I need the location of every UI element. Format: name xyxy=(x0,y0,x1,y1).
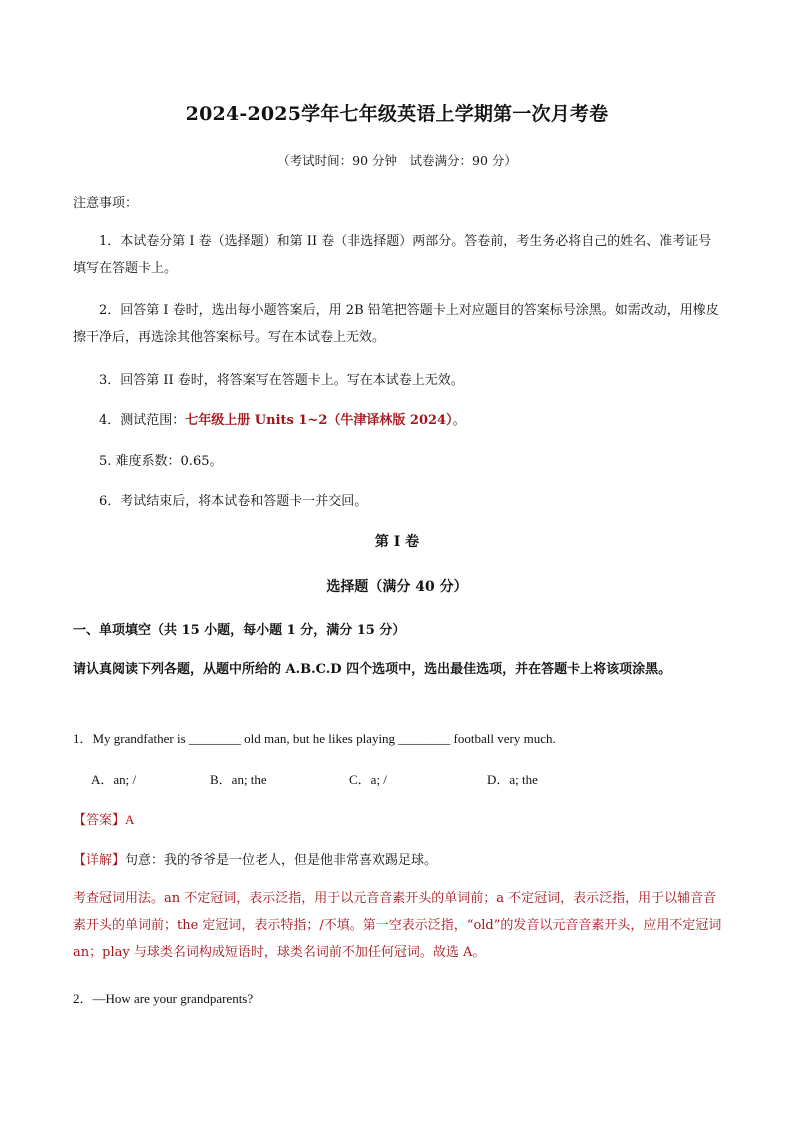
detail-line xyxy=(73,849,437,868)
detail-text: 句意：我的爷爷是一位老人，但是他非常喜欢踢足球。 xyxy=(125,853,438,868)
notice-4-suffix: 。 xyxy=(452,413,466,428)
notice-4-prefix: 4．测试范围： xyxy=(99,413,186,428)
notice-heading: 注意事项： xyxy=(73,196,139,211)
notice-3: 3．回答第 II 卷时，将答案写在答题卡上。写在本试卷上无效。 xyxy=(99,373,464,388)
question-1-options xyxy=(0,769,794,787)
volume-heading: 第 I 卷 xyxy=(374,534,420,550)
option-d: D．a; the xyxy=(487,772,538,787)
notice-4 xyxy=(99,409,466,428)
notice-6: 6．考试结束后，将本试卷和答题卡一并交回。 xyxy=(99,494,368,509)
part1-heading: 一、单项填空（共 15 小题，每小题 1 分，满分 15 分） xyxy=(73,623,406,638)
part1-instructions: 请认真阅读下列各题，从题中所给的 A.B.C.D 四个选项中，选出最佳选项，并在答题卡上将该项涂黑。 xyxy=(73,662,672,677)
question-2-stem: 2．—How are your grandparents? xyxy=(73,991,254,1006)
option-c: C．a; / xyxy=(349,772,387,787)
explanation-text: 考查冠词用法。an 不定冠词，表示泛指，用于以元音音素开头的单词前；a 不定冠词，表示泛指，用于以辅音音素开头的单词前；the 定冠词，表示特指；/不填。第一空表示泛指，“old”的发音以元音音素开头，应用不定冠词 an；play 与球类名词构成短语时，球类名词前不加任何冠词。故选 A。 xyxy=(73,891,722,960)
question-1-stem: 1．My grandfather is ________ old man, but he likes playing ________ football very much. xyxy=(73,731,556,746)
exam-subtitle: （考试时间：90 分钟 试卷满分：90 分） xyxy=(277,153,517,168)
detail-tag: 【详解】 xyxy=(73,853,126,868)
notice-5: 5. 难度系数：0.65。 xyxy=(99,454,223,469)
option-b: B．an; the xyxy=(210,772,267,787)
answer-line xyxy=(73,809,134,828)
notice-2: 2．回答第 I 卷时，选出每小题答案后，用 2B 铅笔把答题卡上对应题目的答案标号涂黑。如需改动，用橡皮擦干净后，再选涂其他答案标号。写在本试卷上无效。 xyxy=(73,303,719,345)
option-a: A．an; / xyxy=(91,772,137,787)
test-range: 七年级上册 Units 1~2（牛津译林版 2024） xyxy=(185,413,453,428)
exam-title: 2024-2025学年七年级英语上学期第一次月考卷 xyxy=(185,103,609,125)
notice-1: 1．本试卷分第 I 卷（选择题）和第 II 卷（非选择题）两部分。答卷前，考生务必将自己的姓名、准考证号填写在答题卡上。 xyxy=(73,234,712,276)
section-heading: 选择题（满分 40 分） xyxy=(326,579,468,595)
answer-value: A xyxy=(125,812,135,827)
answer-tag: 【答案】 xyxy=(73,813,126,828)
